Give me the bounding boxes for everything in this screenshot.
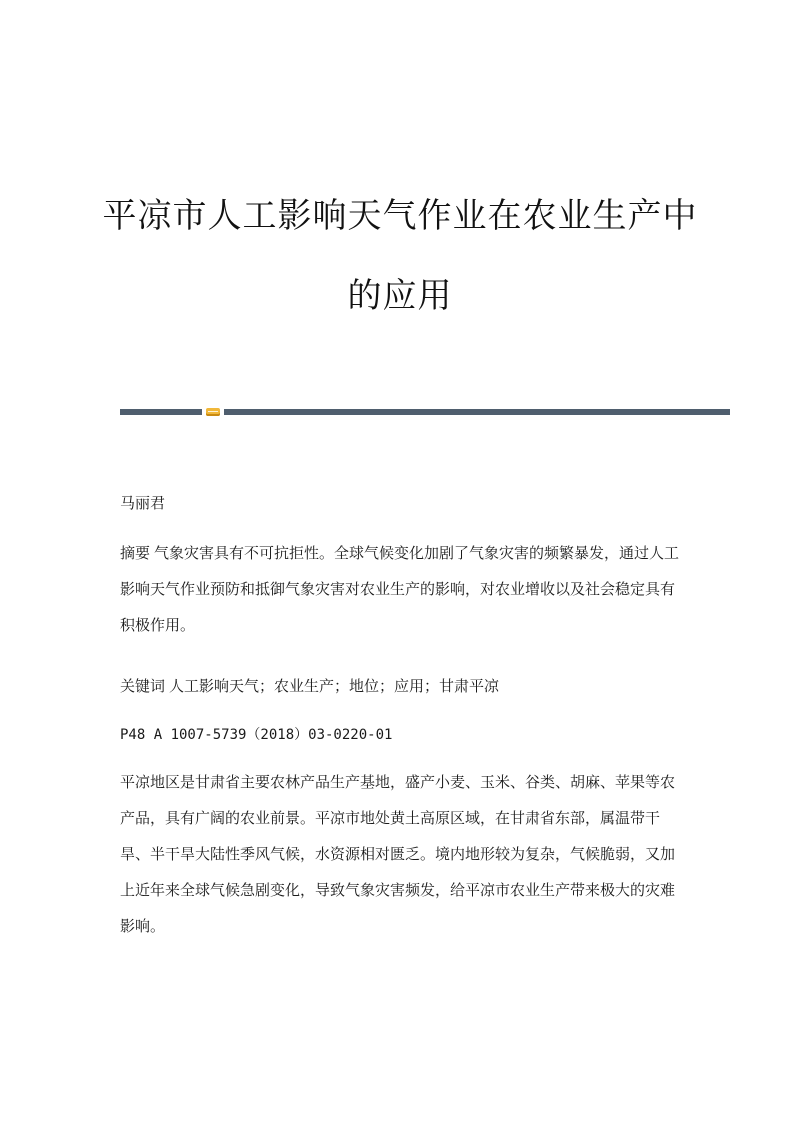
keywords (120, 668, 685, 704)
author-name: 马丽君 (120, 494, 166, 512)
abstract-text: 气象灾害具有不可抗拒性。全球气候变化加剧了气象灾害的频繁暴发，通过人工影响天气作业预防和抵御气象灾害对农业生产的影响，对农业增收以及社会稳定具有积极作用。 (120, 544, 680, 634)
title-divider (120, 408, 730, 416)
divider-badge-icon (206, 408, 220, 416)
classification-code: P48 A 1007-5739（2018）03-0220-01 (120, 727, 393, 743)
abstract-label: 摘要 (120, 544, 151, 562)
document-title-line-1: 平凉市人工影响天气作业在农业生产中 (102, 196, 698, 236)
keywords-label: 关键词 (120, 677, 166, 695)
document-title-line-2: 的应用 (347, 276, 453, 316)
abstract (120, 535, 685, 643)
body-paragraph: 平凉地区是甘肃省主要农林产品生产基地，盛产小麦、玉米、谷类、胡麻、苹果等农产品，具有广阔的农业前景。平凉市地处黄土高原区域，在甘肃省东部，属温带干旱、半干旱大陆性季风气候，水资源相对匮乏。境内地形较为复杂，气候脆弱，又加上近年来全球气候急剧变化，导致气象灾害频发，给平凉市农业生产带来极大的灾难影响。 (120, 773, 676, 935)
divider-bar-right (224, 409, 730, 415)
divider-bar-left (120, 409, 202, 415)
keywords-text: 人工影响天气；农业生产；地位；应用；甘肃平凉 (169, 677, 500, 695)
